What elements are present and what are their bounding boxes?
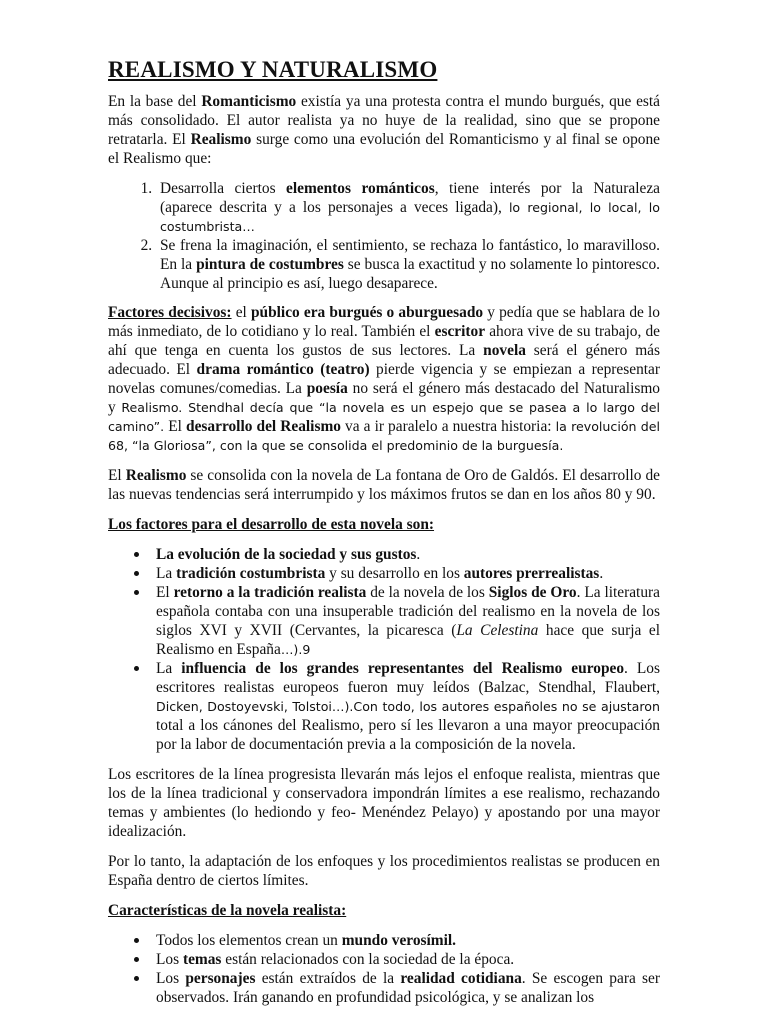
text: pierde vigencia y se empiezan a representar novelas comunes/comedias. La [108,361,661,397]
bullet-list-caracteristicas [108,931,660,1007]
italic-text: La Celestina [456,622,539,639]
bold-text: desarrollo del Realismo [186,418,341,435]
bold-text: Realismo [190,131,252,148]
sans-text: Realismo. Stendhal decía que “la novela es un espejo que se pasea a lo largo del camino”. [108,400,660,434]
text: y pedía que se hablara de lo más inmediato, de lo cotidiano y lo real. También el [108,304,660,340]
list-item [156,583,660,659]
text: La [156,565,177,582]
text: están relacionados con la sociedad de la época. [221,951,515,968]
text: va a ir paralelo a nuestra historia: [340,418,556,435]
adaptacion-paragraph: Por lo tanto, la adaptación de los enfoques y los procedimientos realistas se producen en España dentro de ciertos límites. [108,853,660,889]
intro-paragraph [108,92,660,168]
list-item [156,236,660,293]
bold-text: temas [182,951,222,968]
bold-text: Realismo [125,467,187,484]
text: . Los escritores realistas europeos fueron muy leídos (Balzac, Stendhal, Flaubert, [156,660,660,696]
text: ahora vive de su trabajo, de ahí que tenga en cuenta los gustos de sus lectores. La [108,323,661,359]
bullet-icon [134,552,139,557]
text: . [599,565,604,582]
text: En la base del [108,93,202,110]
sans-text: …).9 [280,642,311,657]
text: Todos los elementos crean un [156,932,342,949]
list-item [156,564,660,583]
text: Los [156,951,183,968]
text: de la novela de los [366,584,489,601]
text: La [156,660,182,677]
bold-text: autores prerrealistas [463,565,600,582]
bold-text: elementos románticos [286,180,435,197]
section-heading-factores: Los factores para el desarrollo de esta novela son: [108,516,435,533]
numbered-list [108,179,660,293]
text: se busca la exactitud y no solamente lo pintoresco. Aunque al principio es así, luego desaparece. [160,256,660,292]
list-item [156,179,660,236]
sans-text: Dicken, Dostoyevski, Tolstoi…).Con todo, los autores españoles no se ajustaron [156,699,660,714]
bullet-icon [134,571,139,576]
text: El [156,584,174,601]
text: el [231,304,251,321]
bold-text: pintura de costumbres [196,256,344,273]
text: surge como una evolución del Romanticismo y al final se opone el Realismo que: [108,131,660,167]
text: El [164,418,187,435]
bold-text: escritor [434,323,486,340]
factores-label: Factores decisivos: [108,304,232,321]
text: , tiene interés por la Naturaleza (aparece descrita y a los personajes a veces ligada), [160,180,660,216]
section-heading-caracteristicas: Características de la novela realista: [108,902,347,919]
bullet-icon [134,666,139,671]
bullet-icon [134,976,139,981]
list-item [156,659,660,754]
list-item [156,950,660,969]
text: se consolida con la novela de La fontana de Oro de Galdós. El desarrollo de las nuevas tendencias será interrumpido y los máximos frutos se dan en los años 80 y 90. [108,467,660,503]
bold-text: novela [483,342,526,359]
document-page [108,56,660,1018]
text: existía ya una protesta contra el mundo burgués, que está más consolidado. El autor realista ya no huye de la realidad, sino que se propone retratarla. El [108,93,660,148]
text: están extraídos de la [255,970,401,987]
bold-text: mundo verosímil. [341,932,457,949]
text: no será el género más destacado del Naturalismo y [108,380,661,416]
progresista-paragraph: Los escritores de la línea progresista llevarán más lejos el enfoque realista, mientras que los de la línea tradicional y conservadora impondrán límites a ese realismo, rechazando temas y ambientes (lo hediondo y feo- Menéndez Pelayo) y apostando por una mayor idealización. [108,766,660,840]
sans-text: lo regional, lo local, lo costumbrista… [160,200,660,234]
text: Los [156,970,186,987]
bold-text: personajes [185,970,256,987]
bold-text: poesía [306,380,348,397]
bold-text: drama romántico (teatro) [196,361,370,378]
bullet-icon [134,590,139,595]
bullet-icon [134,957,139,962]
bullet-icon [134,938,139,943]
bold-text: público era burgués o aburguesado [250,304,484,321]
bold-text: Romanticismo [201,93,297,110]
text: y su desarrollo en los [325,565,464,582]
text: El [108,467,126,484]
text: . La literatura española contaba con una insuperable tradición del realismo en la novela de los siglos XVI y XVII (Cervantes, la picaresca ( [156,584,660,639]
bold-text: Siglos de Oro [488,584,577,601]
text: hace que surja el Realismo en España [156,622,660,658]
list-item [156,545,660,564]
document-title: REALISMO Y NATURALISMO [108,57,438,82]
text: . Se escogen para ser observados. Irán ganando en profundidad psicológica, y se analizan los [156,970,660,1006]
bold-text: influencia de los grandes representantes del Realismo europeo [181,660,625,677]
text: total a los cánones del Realismo, pero sí les llevaron a una mayor preocupación por la labor de documentación previa a la composición de la novela. [156,717,660,753]
bullet-list-factores [108,545,660,754]
bold-text: La evolución de la sociedad y sus gustos [156,546,417,563]
consolida-paragraph [108,466,660,504]
list-item [156,969,660,1007]
bold-text: tradición costumbrista [176,565,326,582]
bold-text: retorno a la tradición realista [173,584,367,601]
text: Se frena la imaginación, el sentimiento, se rechaza lo fantástico, lo maravilloso. En la [160,237,660,273]
text: . [416,546,421,563]
sans-text: la revolución del 68, “la Gloriosa”, con la que se consolida el predominio de la burguesía. [108,419,660,453]
factores-paragraph [108,303,660,455]
text: Desarrolla ciertos [160,180,287,197]
list-item [156,931,660,950]
text: será el género más adecuado. El [108,342,660,378]
bold-text: realidad cotidiana [400,970,522,987]
